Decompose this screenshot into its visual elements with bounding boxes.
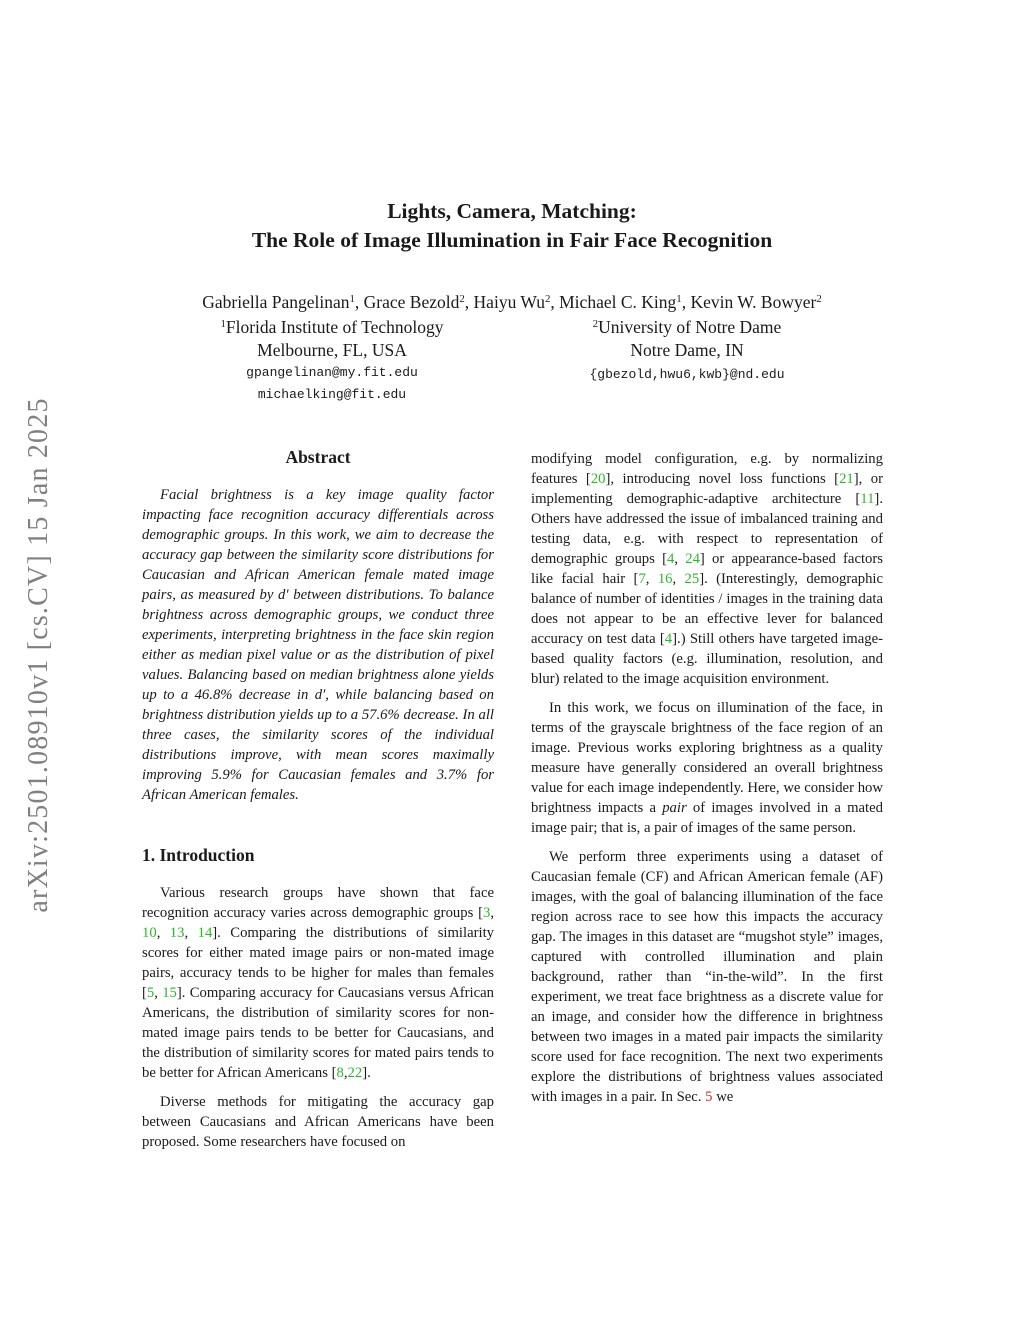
author-affiliation-mark: 2 xyxy=(459,293,465,306)
affiliation-notre-dame xyxy=(487,316,887,386)
citation-link[interactable]: 25 xyxy=(684,571,700,587)
citation-link[interactable]: 8 xyxy=(336,1065,344,1081)
author-name: Kevin W. Bowyer xyxy=(690,292,817,312)
paragraph-text: ]. Comparing accuracy for Caucasians versus African Americans, the distribution of similarity scores for non-mated image pairs tends to be better for Caucasians, and the distribution of similarity scores for mated pairs tends to be better for African Americans [ xyxy=(142,985,495,1081)
citation-link[interactable]: 3 xyxy=(482,905,491,921)
citation-link[interactable]: 14 xyxy=(197,925,213,941)
paragraph-text: ]. Others have addressed the issue of imbalanced training and testing data, e.g. with respect to representation of demographic groups [ xyxy=(531,491,883,567)
citation-link[interactable]: 10 xyxy=(142,925,157,941)
author-email: gpangelinan@my.fit.edu xyxy=(246,365,418,380)
citation-link[interactable]: 22 xyxy=(347,1065,363,1081)
paragraph-text: of images involved in a mated image pair; that is, a pair of images of the same person. xyxy=(531,800,883,836)
paragraph-text: ], introducing novel loss functions [ xyxy=(605,471,840,487)
intro-paragraph-1: Various research groups have shown that face recognition accuracy varies across demographic groups [3, 10, 13, 14]. Comparing the distributions of similarity scores for either mated image pairs or non-mated image pairs, accuracy tends to be higher for males than females [5, 15]. Comparing accuracy for Caucasians versus African Americans, the distribution of similarity scores for non-mated image pairs tends to be better for Caucasians, and the distribution of similarity scores for mated pairs tends to be better for African Americans [8,22]. xyxy=(142,885,495,1081)
paragraph-text: ], or implementing demographic-adaptive architecture [ xyxy=(531,471,883,507)
author-name: Michael C. King xyxy=(559,292,677,312)
intro-paragraph-2 xyxy=(142,1092,494,1152)
affiliation-florida-tech xyxy=(132,316,532,406)
paragraph-text: In this work, we focus on illumination of the face, in terms of the grayscale brightness of the face region of an image. Previous works exploring brightness as a quality measure have generally considered an overall brightness value for each image independently. Here, we consider how brightness impacts a xyxy=(531,700,883,816)
citation-link[interactable]: 4 xyxy=(666,551,675,567)
citation-link[interactable]: 21 xyxy=(839,471,854,487)
paragraph-text: Diverse methods for mitigating the accuracy gap between Caucasians and African Americans have been proposed. Some researchers have focused on xyxy=(142,1094,494,1150)
affiliation-name: University of Notre Dame xyxy=(598,317,782,337)
citation-link[interactable]: 13 xyxy=(169,925,185,941)
citation-link[interactable]: 5 xyxy=(146,985,155,1001)
paragraph-text: ]. (Interestingly, demographic balance of number of identities / images in the training data does not appear to be an effective lever for balanced accuracy on test data [ xyxy=(531,571,884,647)
citation-link[interactable]: 20 xyxy=(590,471,606,487)
affiliation-location: Melbourne, FL, USA xyxy=(257,340,407,360)
paragraph-text: modifying model configuration, e.g. by normalizing features [ xyxy=(531,451,883,487)
affiliation-mark: 2 xyxy=(592,318,599,331)
author-email: michaelking@fit.edu xyxy=(257,387,407,402)
author-name: Gabriella Pangelinan xyxy=(202,292,350,312)
citation-link[interactable]: 11 xyxy=(860,491,875,507)
author-name: Haiyu Wu xyxy=(473,292,545,312)
author-affiliation-mark: 1 xyxy=(349,293,355,306)
author-name: Grace Bezold xyxy=(363,292,460,312)
author-affiliation-mark: 2 xyxy=(816,293,822,306)
arxiv-identifier-stamp xyxy=(16,360,62,950)
paragraph-text: ].) Still others have targeted image-based quality factors (e.g. illumination, resolution, and blur) related to the image acquisition environment. xyxy=(531,631,883,687)
emphasis-text: pair xyxy=(662,800,687,816)
section-reference-link[interactable]: 5 xyxy=(705,1089,713,1105)
title-line-2: The Role of Image Illumination in Fair Face Recognition xyxy=(251,228,773,252)
affiliation-mark: 1 xyxy=(220,318,226,331)
paragraph-text: ] or appearance-based factors like facial hair [ xyxy=(531,551,884,587)
abstract-heading: Abstract xyxy=(285,447,351,467)
author-affiliation-mark: 1 xyxy=(676,293,682,306)
paragraph-text: we xyxy=(712,1089,734,1105)
citation-link[interactable]: 15 xyxy=(162,985,177,1001)
author-separator: , xyxy=(354,292,364,312)
right-column xyxy=(531,449,883,1107)
affiliation-institution xyxy=(487,316,887,339)
introduction-heading: 1. Introduction xyxy=(142,845,255,865)
affiliation-institution xyxy=(132,316,532,339)
paper-title xyxy=(0,197,1024,255)
intro-paragraph-4 xyxy=(531,847,883,1107)
citation-link[interactable]: 16 xyxy=(657,571,673,587)
paragraph-text: Various research groups have shown that face recognition accuracy varies across demographic groups [ xyxy=(142,885,494,921)
intro-paragraph-3 xyxy=(531,698,883,838)
author-affiliation-mark: 2 xyxy=(544,293,551,306)
paragraph-text: ]. xyxy=(362,1065,371,1081)
citation-link[interactable]: 7 xyxy=(638,571,646,587)
citation-link[interactable]: 24 xyxy=(685,551,700,567)
intro-paragraph-2-continued: modifying model configuration, e.g. by normalizing features [20], introducing novel loss functions [21], or implementing demographic-adaptive architecture [11]. Others have addressed the issue of imbalanced training and testing data, e.g. with respect to representation of demographic groups [4, 24] or appearance-based factors like facial hair [7, 16, 25]. (Interestingly, demographic balance of number of identities / images in the training data does not appear to be an effective lever for balanced accuracy on test data [4].) Still others have targeted image-based quality factors (e.g. illumination, resolution, and blur) related to the image acquisition environment. xyxy=(531,451,884,687)
abstract-text: Facial brightness is a key image quality factor impacting face recognition accuracy differentials across demographic groups. In this work, we aim to decrease the accuracy gap between the similarity score distributions for Caucasian and African American female mated image pairs, as measured by d′ between distributions. To balance brightness across demographic groups, we conduct three experiments, interpreting brightness in the face skin region either as median pixel value or as the distribution of pixel values. Balancing based on median brightness alone yields up to a 46.8% decrease in d′, while balancing based on brightness distribution yields up to a 57.6% decrease. In all three cases, the similarity scores of the individual distributions improve, with mean scores maximally improving 5.9% for Caucasian females and 3.7% for African American females. xyxy=(142,487,494,803)
author-separator: , xyxy=(550,292,560,312)
left-column xyxy=(142,446,494,1152)
paragraph-text: ]. Comparing the distributions of similarity scores for either mated image pairs or non-mated image pairs, accuracy tends to be higher for males than females [ xyxy=(142,925,495,1001)
paragraph-text: We perform three experiments using a dataset of Caucasian female (CF) and African American female (AF) images, with the goal of balancing illumination of the face region across race to see how this impacts the accuracy gap. The images in this dataset are “mugshot style” images, captured with controlled illumination and plain background, rather than “in-the-wild”. In the first experiment, we treat face brightness as a discrete value for an image, and consider how the difference in brightness between two images in a mated pair impacts the similarity score used for face recognition. The next two experiments explore the distributions of brightness values associated with images in a pair. In Sec. xyxy=(531,849,883,1105)
author-email: {gbezold,hwu6,kwb}@nd.edu xyxy=(589,367,785,382)
affiliation-location: Notre Dame, IN xyxy=(630,340,744,360)
affiliation-name: Florida Institute of Technology xyxy=(225,317,444,337)
arxiv-identifier-text: arXiv:2501.08910v1 [cs.CV] 15 Jan 2025 xyxy=(23,397,54,913)
citation-link[interactable]: 4 xyxy=(664,631,673,647)
author-separator: , xyxy=(681,292,691,312)
title-line-1: Lights, Camera, Matching: xyxy=(387,199,637,223)
author-separator: , xyxy=(464,292,474,312)
author-list xyxy=(0,291,1024,314)
